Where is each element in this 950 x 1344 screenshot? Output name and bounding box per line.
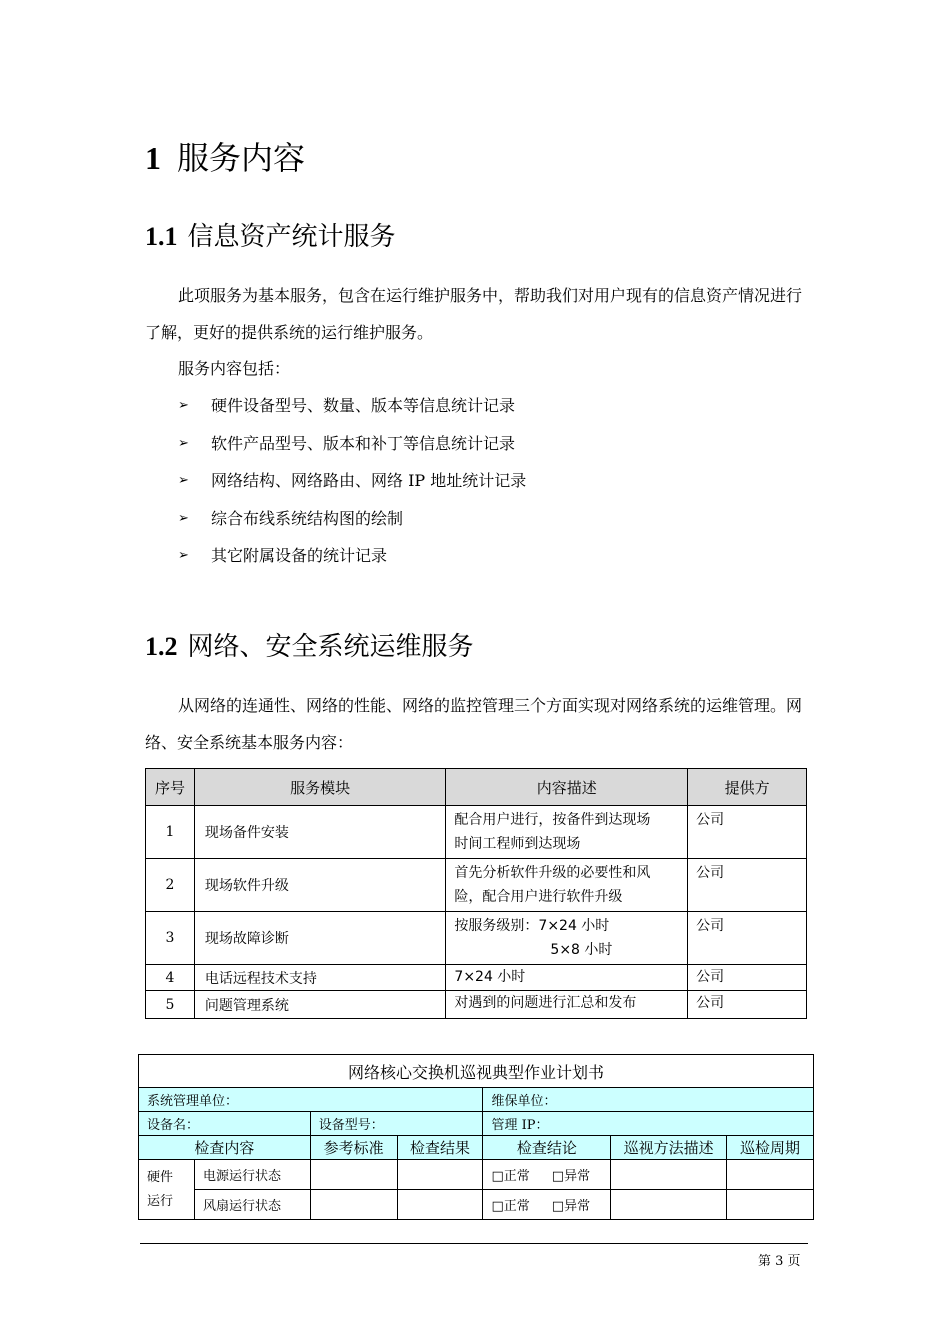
- service-list: [178, 394, 526, 582]
- col-header: 巡检周期: [727, 1136, 814, 1160]
- checkbox-abnormal[interactable]: □异常: [551, 1169, 591, 1184]
- table-row: 1 现场备件安装 配合用户进行，按备件到达现场 时间工程师到达现场 公司: [146, 806, 807, 859]
- list-item: ➢ 其它附属设备的统计记录: [178, 544, 526, 582]
- table-row: 2 现场软件升级 首先分析软件升级的必要性和风 险，配合用户进行软件升级 公司: [146, 859, 807, 912]
- mgmt-ip-label: 管理 IP：: [483, 1112, 814, 1136]
- list-item: ➢ 软件产品型号、版本和补丁等信息统计记录: [178, 432, 526, 470]
- col-header: 参考标准: [310, 1136, 397, 1160]
- table-row: 风扇运行状态 □正常 □异常: [139, 1190, 814, 1220]
- section-1-2-intro: 从网络的连通性、网络的性能、网络的监控管理三个方面实现对网络系统的运维管理。网络、安全系统基本服务内容：: [145, 696, 803, 752]
- heading-number: 1: [145, 140, 161, 176]
- col-header: 检查内容: [139, 1136, 311, 1160]
- list-item: ➢ 网络结构、网络路由、网络 IP 地址统计记录: [178, 469, 526, 507]
- table-row: 4 电话远程技术支持 7×24 小时 公司: [146, 965, 807, 991]
- footer-rule: [140, 1243, 808, 1244]
- col-header: 服务模块: [194, 769, 445, 806]
- arrow-bullet-icon: ➢: [178, 510, 189, 526]
- heading-1-2: [145, 630, 474, 664]
- plan-title: 网络核心交换机巡视典型作业计划书: [139, 1055, 814, 1088]
- sys-unit-label: 系统管理单位：: [139, 1088, 483, 1112]
- arrow-bullet-icon: ➢: [178, 473, 189, 488]
- section-1-1-intro: 此项服务为基本服务，包含在运行维护服务中，帮助我们对用户现有的信息资产情况进行了解，更好的提供系统的运行维护服务。: [145, 286, 803, 342]
- checkbox-normal[interactable]: □正常: [491, 1169, 530, 1184]
- heading-title: 服务内容: [177, 139, 306, 177]
- col-header: 检查结果: [397, 1136, 483, 1160]
- table-row: 3 现场故障诊断 按服务级别：7×24 小时 5×8 小时 公司: [146, 912, 807, 965]
- heading-number: 1.1: [145, 222, 178, 251]
- service-table: [145, 768, 807, 1019]
- table-row: 5 问题管理系统 对遇到的问题进行汇总和发布 公司: [146, 991, 807, 1019]
- page-number: 第 3 页: [758, 1254, 801, 1269]
- heading-1-1: [145, 220, 396, 254]
- col-header: 序号: [146, 769, 195, 806]
- heading-title: 网络、安全系统运维服务: [187, 632, 474, 662]
- heading-1: [145, 138, 305, 178]
- heading-number: 1.2: [145, 632, 178, 661]
- inspection-plan-table: [138, 1054, 814, 1220]
- col-header: 检查结论: [483, 1136, 611, 1160]
- col-header: 提供方: [688, 769, 807, 806]
- arrow-bullet-icon: ➢: [178, 548, 189, 563]
- col-header: 内容描述: [446, 769, 688, 806]
- device-name-label: 设备名：: [139, 1112, 311, 1136]
- heading-title: 信息资产统计服务: [187, 222, 396, 252]
- list-lead: 服务内容包括：: [178, 359, 291, 378]
- maint-unit-label: 维保单位：: [483, 1088, 814, 1112]
- arrow-bullet-icon: ➢: [178, 398, 189, 413]
- checkbox-normal[interactable]: □正常: [491, 1199, 530, 1214]
- list-item: ➢ 综合布线系统结构图的绘制: [178, 507, 526, 545]
- list-item: ➢ 硬件设备型号、数量、版本等信息统计记录: [178, 394, 526, 432]
- checkbox-abnormal[interactable]: □异常: [551, 1199, 591, 1214]
- arrow-bullet-icon: ➢: [178, 435, 189, 451]
- device-model-label: 设备型号：: [310, 1112, 483, 1136]
- col-header: 巡视方法描述: [611, 1136, 727, 1160]
- table-row: 硬件 运行 电源运行状态 □正常 □异常: [139, 1160, 814, 1190]
- table-header-row: [146, 769, 807, 806]
- group-label: 硬件 运行: [139, 1160, 195, 1220]
